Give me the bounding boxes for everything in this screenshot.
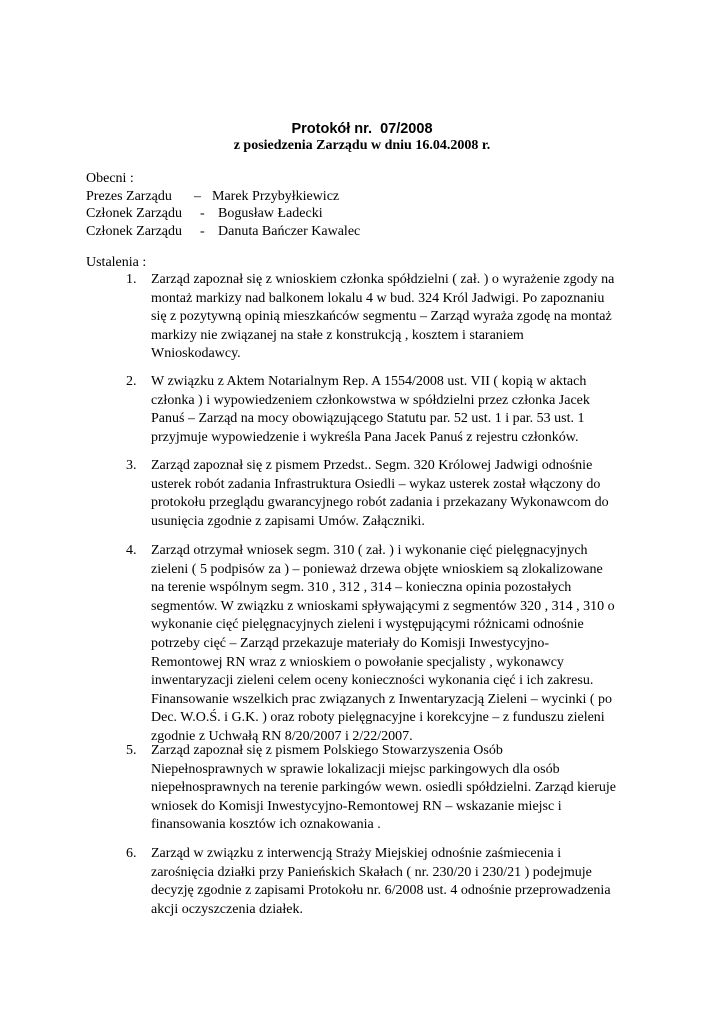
findings-label: Ustalenia : — [86, 255, 147, 270]
item-text: Zarząd w związku z interwencją Straży Miejskiej odnośnie zaśmiecenia i zarośnięcia działki przy Panieńskich Skałach ( nr. 230/20 i 230/21 ) podejmuje decyzję zgodnie z zapisami Protokołu nr. 6/2008 ust. 4 odnośnie przeprowadzenia akcji oczyszczenia działek. — [151, 846, 611, 917]
attendee-name: Bogusław Ładecki — [218, 206, 323, 221]
attendee-role: Prezes Zarządu — [86, 188, 172, 204]
list-item — [126, 542, 646, 747]
list-item — [126, 373, 646, 447]
attendee-role: Członek Zarządu — [86, 223, 183, 239]
item-text: Zarząd zapoznał się z wnioskiem członka spółdzielni ( zał. ) o wyrażenie zgody na montaż markizy nad balkonem lokalu 4 w bud. 324 Król Jadwigi. Po zapoznaniu się z pozytywną opinią mieszkańców segmentu – Zarząd wyraża zgodę na montaż markizy nie związanej na stałe z konstrukcją , kosztem i staraniem Wnioskodawcy. — [151, 272, 615, 362]
attendee-row — [86, 223, 360, 241]
item-text: Zarząd zapoznał się z pismem Przedst.. Segm. 320 Królowej Jadwigi odnośnie usterek robót zadania Infrastruktura Osiedli – wykaz usterek został włączony do protokołu przeglądu gwarancyjnego robót zadania i przekazany Wykonawcom do usunięcia zgodnie z zapisami Umów. Załączniki. — [151, 458, 609, 529]
attendee-separator: - — [200, 206, 205, 221]
attendee-separator: - — [200, 223, 205, 239]
item-number: 2. — [126, 374, 137, 389]
protocol-subtitle: z posiedzenia Zarządu w dniu 16.04.2008 r. — [233, 138, 491, 153]
list-item — [126, 845, 646, 919]
attendee-row — [86, 205, 360, 223]
list-item — [126, 742, 646, 835]
list-item — [126, 457, 646, 531]
item-number: 5. — [126, 743, 137, 758]
attendees-label: Obecni : — [86, 171, 134, 186]
attendee-name: Danuta Bańczer Kawalec — [218, 223, 361, 239]
item-number: 3. — [126, 458, 137, 473]
attendee-role: Członek Zarządu — [86, 206, 183, 221]
item-text: W związku z Aktem Notarialnym Rep. A 1554/2008 ust. VII ( kopią w aktach członka ) i wypowiedzeniem członkowstwa w spółdzielni przez członka Jacek Panuś – Zarząd na mocy obowiązującego Statutu par. 52 ust. 1 i par. 53 ust. 1 przyjmuje wypowiedzenie i wykreśla Pana Jacek Panuś z rejestru członków. — [151, 374, 590, 445]
attendees-section — [86, 170, 360, 240]
protocol-title: Protokół nr. 07/2008 — [291, 121, 433, 137]
attendee-name: Marek Przybyłkiewicz — [212, 188, 340, 204]
item-number: 4. — [126, 543, 137, 558]
attendee-row — [86, 188, 360, 206]
item-number: 6. — [126, 846, 137, 861]
item-text: Zarząd otrzymał wniosek segm. 310 ( zał. ) i wykonanie cięć pielęgnacyjnych zieleni ( 5 podpisów za ) – ponieważ drzewa objęte wnioskiem są zlokalizowane na terenie wspólnym segm. 310 , 312 , 314 – konieczna opinia pozostałych segmentów. W związku z wnioskami spływającymi z segmentów 320 , 314 , 310 o wykonanie cięć pielęgnacyjnych zieleni i występującymi różnicami odnośnie potrzeby cięć – Zarząd przekazuje materiały do Komisji Inwestycyjno- Remontowej RN wraz z wnioskiem o powołanie specjalisty , wykonawcy inwentaryzacji zieleni celem oceny konieczności wykonania cięć i ich zakresu. Finansowanie wszelkich prac związanych z Inwentaryzacją Zieleni – wycinki ( po Dec. W.O.Ś. i G.K. ) oraz roboty pielęgnacyjne i korekcyjne – z funduszu zieleni zgodnie z Uchwałą RN 8/20/2007 i 2/22/2007. — [151, 543, 615, 744]
list-item — [126, 271, 646, 364]
item-number: 1. — [126, 272, 137, 287]
item-text: Zarząd zapoznał się z pismem Polskiego Stowarzyszenia Osób Niepełnosprawnych w sprawie lokalizacji miejsc parkingowych dla osób niepełnosprawnych na terenie parkingów wewn. osiedli spółdzielni. Zarząd kieruje wniosek do Komisji Inwestycyjno-Remontowej RN – wskazanie miejsc i finansowania kosztów ich oznakowania . — [151, 743, 616, 833]
attendee-separator: – — [194, 188, 201, 204]
